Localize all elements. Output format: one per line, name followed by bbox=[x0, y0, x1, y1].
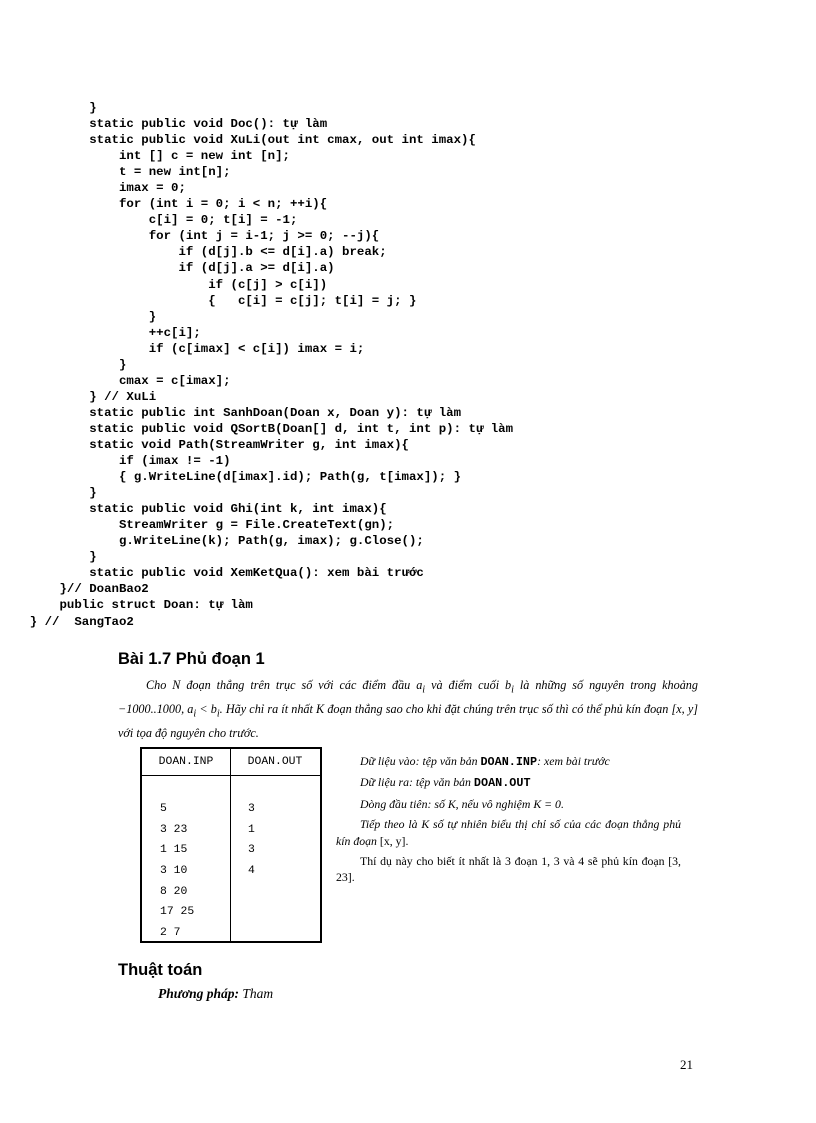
output-desc-prefix: Dữ liệu ra: tệp văn bản bbox=[360, 775, 474, 790]
code-line: } // XuLi bbox=[0, 389, 157, 404]
code-listing bbox=[0, 100, 513, 630]
page-number: 21 bbox=[680, 1057, 693, 1072]
output-file-line: 3 bbox=[248, 844, 255, 857]
code-line: static public void Ghi(int k, int imax){ bbox=[0, 502, 387, 517]
code-line: } bbox=[0, 550, 97, 565]
next-lines-description bbox=[336, 816, 681, 849]
next-lines-tail: [x, y]. bbox=[376, 833, 409, 848]
output-file-line: 4 bbox=[248, 865, 255, 878]
input-file-line: 3 23 bbox=[160, 823, 188, 836]
code-line: }// DoanBao2 bbox=[0, 582, 149, 597]
code-line: StreamWriter g = File.CreateText(gn); bbox=[0, 518, 395, 533]
code-line: public struct Doan: tự làm bbox=[0, 598, 253, 613]
input-file-line: 1 15 bbox=[160, 844, 188, 857]
input-file-line: 5 bbox=[160, 803, 167, 815]
output-file-line: 3 bbox=[248, 803, 255, 815]
method-value: Tham bbox=[238, 986, 274, 1001]
code-line: int [] c = new int [n]; bbox=[0, 149, 290, 164]
code-line: if (imax != -1) bbox=[0, 454, 231, 469]
code-line: static public void XuLi(out int cmax, out int imax){ bbox=[0, 133, 476, 148]
code-line: { c[i] = c[j]; t[i] = j; } bbox=[0, 293, 417, 308]
code-line: static public void Doc(): tự làm bbox=[0, 117, 328, 132]
input-file-header: DOAN.INP bbox=[158, 756, 214, 768]
input-desc-suffix: : xem bài trước bbox=[537, 754, 610, 768]
io-example-table bbox=[140, 747, 322, 943]
code-line: t = new int[n]; bbox=[0, 165, 231, 180]
code-line: c[i] = 0; t[i] = -1; bbox=[0, 213, 298, 228]
problem-text-3: là những số nguyên trong khoảng −1000..1000, a bbox=[118, 678, 698, 716]
problem-text-2: và điểm cuối b bbox=[425, 678, 512, 692]
table-header-divider bbox=[142, 775, 320, 776]
code-line: ++c[i]; bbox=[0, 325, 201, 340]
algorithm-title: Thuật toán bbox=[118, 961, 203, 979]
code-line: if (c[j] > c[i]) bbox=[0, 277, 328, 292]
code-line: } bbox=[0, 101, 97, 115]
first-line-description: Dòng đầu tiên: số K, nếu vô nghiệm K = 0. bbox=[360, 796, 564, 811]
code-line: static public int SanhDoan(Doan x, Doan y): tự làm bbox=[0, 405, 462, 420]
next-lines-italic: Tiếp theo là K số tự nhiên biểu thị chỉ số của các đoạn thẳng phủ kín đoạn bbox=[336, 817, 681, 848]
example-explanation: Thí dụ này cho biết ít nhất là 3 đoạn 1, 3 và 4 sẽ phủ kín đoạn [3, 23]. bbox=[336, 854, 681, 885]
table-column-divider bbox=[230, 749, 231, 941]
input-file-line: 2 7 bbox=[160, 927, 181, 940]
output-file-header: DOAN.OUT bbox=[247, 756, 303, 768]
code-line: for (int j = i-1; j >= 0; --j){ bbox=[0, 229, 380, 244]
problem-text-5: . Hãy chỉ ra ít nhất K đoạn thẳng sao cho khi đặt chúng trên trục số thì có thể phủ kín đoạn [x, y] với tọa độ nguyên cho trước. bbox=[118, 701, 698, 740]
output-desc-file: DOAN.OUT bbox=[473, 776, 531, 791]
input-description bbox=[336, 753, 681, 770]
code-line: { g.WriteLine(d[imax].id); Path(g, t[imax]); } bbox=[0, 470, 462, 485]
code-line: cmax = c[imax]; bbox=[0, 373, 231, 388]
subscript-i: i bbox=[511, 684, 514, 696]
problem-statement bbox=[118, 676, 698, 743]
input-file-line: 17 25 bbox=[160, 906, 195, 919]
code-line: if (d[j].a >= d[i].a) bbox=[0, 261, 335, 276]
output-file-line: 1 bbox=[248, 823, 255, 836]
output-file-content bbox=[248, 799, 255, 882]
code-line: if (c[imax] < c[i]) imax = i; bbox=[0, 341, 365, 356]
code-line: } bbox=[0, 486, 97, 501]
problem-text-4: < b bbox=[196, 701, 217, 716]
code-line: } bbox=[0, 309, 157, 324]
output-description bbox=[336, 774, 681, 791]
code-line: g.WriteLine(k); Path(g, imax); g.Close(); bbox=[0, 534, 424, 549]
method-line bbox=[158, 986, 273, 1002]
input-file-line: 3 10 bbox=[160, 865, 188, 878]
section-title: Bài 1.7 Phủ đoạn 1 bbox=[118, 650, 265, 668]
problem-text-1: Cho N đoạn thẳng trên trục số với các điểm đầu a bbox=[146, 678, 423, 692]
code-line: static void Path(StreamWriter g, int imax){ bbox=[0, 437, 409, 452]
input-desc-prefix: Dữ liệu vào: tệp văn bản bbox=[360, 754, 481, 768]
code-line: for (int i = 0; i < n; ++i){ bbox=[0, 197, 328, 212]
code-line: if (d[j].b <= d[i].a) break; bbox=[0, 245, 387, 260]
code-line: } // SangTao2 bbox=[0, 614, 134, 629]
subscript-i: i bbox=[193, 708, 197, 720]
method-label: Phương pháp: bbox=[158, 986, 239, 1001]
code-line: } bbox=[0, 357, 127, 372]
input-file-content bbox=[160, 799, 194, 944]
io-description bbox=[336, 753, 681, 890]
subscript-i: i bbox=[422, 684, 426, 696]
input-desc-file: DOAN.INP bbox=[480, 755, 538, 769]
code-line: imax = 0; bbox=[0, 181, 186, 196]
code-line: static public void XemKetQua(): xem bài trước bbox=[0, 566, 424, 581]
input-file-line: 8 20 bbox=[160, 885, 188, 898]
code-line: static public void QSortB(Doan[] d, int t, int p): tự làm bbox=[0, 421, 514, 436]
subscript-i: i bbox=[216, 708, 220, 720]
